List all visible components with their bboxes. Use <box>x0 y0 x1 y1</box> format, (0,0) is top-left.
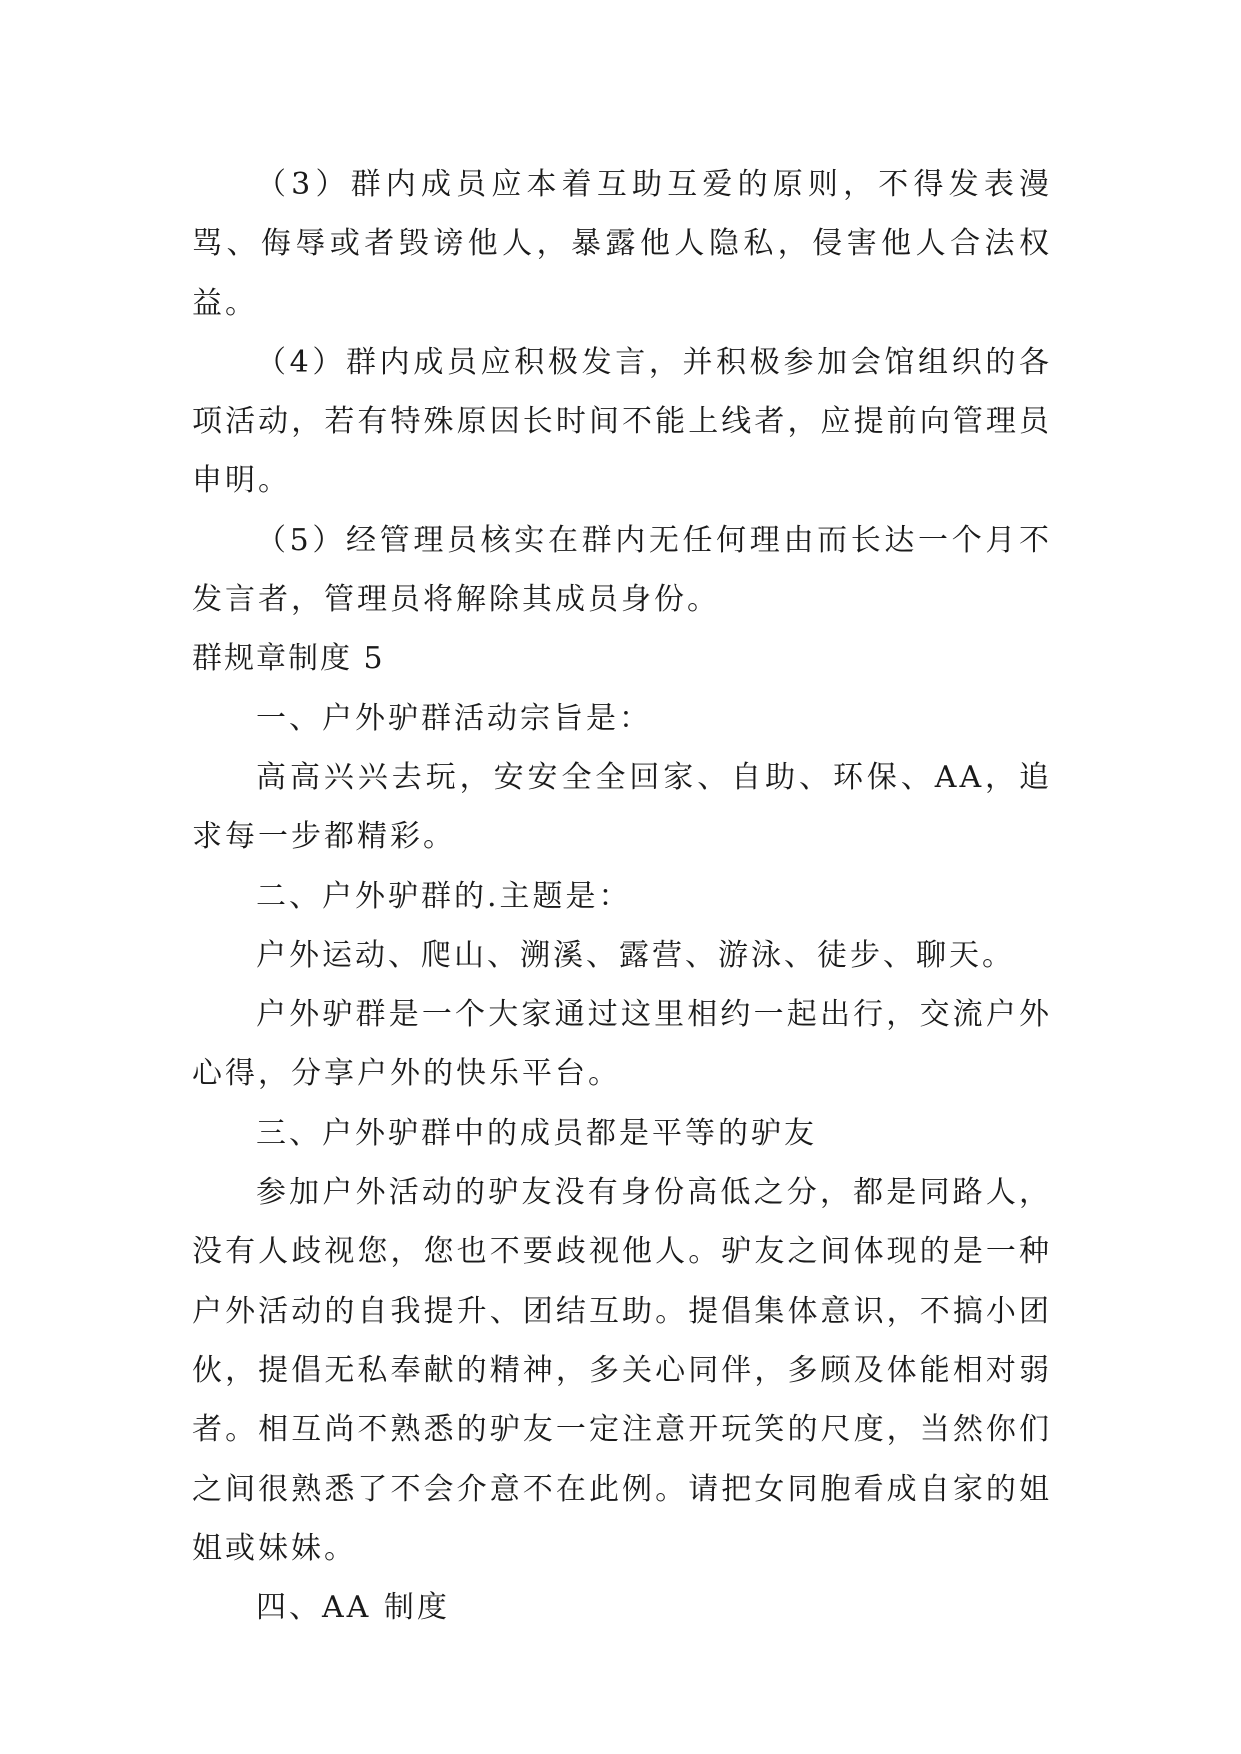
paragraph-aa-heading: 四、AA 制度 <box>256 1590 450 1626</box>
paragraph-theme-list: 户外运动、爬山、溯溪、露营、游泳、徒步、聊天。 <box>256 937 1015 973</box>
paragraph-rule-4: （4）群内成员应积极发言，并积极参加会馆组织的各项活动，若有特殊原因长时间不能上线者，应提前向管理员申明。 <box>192 344 1052 499</box>
paragraph-rule-5: （5）经管理员核实在群内无任何理由而长达一个月不发言者，管理员将解除其成员身份。 <box>192 522 1052 618</box>
paragraph-equality-text: 参加户外活动的驴友没有身份高低之分，都是同路人，没有人歧视您，您也不要歧视他人。驴友之间体现的是一种户外活动的自我提升、团结互助。提倡集体意识，不搞小团伙，提倡无私奉献的精神，多关心同伴，多顾及体能相对弱者。相互尚不熟悉的驴友一定注意开玩笑的尺度，当然你们之间很熟悉了不会介意不在此例。请把女同胞看成自家的姐姐或妹妹。 <box>192 1175 1052 1566</box>
paragraph-theme-heading: 二、户外驴群的.主题是： <box>256 878 632 914</box>
paragraph-rule-3: （3）群内成员应本着互助互爱的原则，不得发表漫骂、侮辱或者毁谤他人，暴露他人隐私，侵害他人合法权益。 <box>192 167 1052 321</box>
section-heading: 群规章制度 5 <box>192 641 385 677</box>
paragraph-purpose-heading: 一、户外驴群活动宗旨是： <box>256 700 652 736</box>
document-body <box>192 155 1052 1637</box>
paragraph-purpose-text: 高高兴兴去玩，安安全全回家、自助、环保、AA，追求每一步都精彩。 <box>192 759 1052 855</box>
paragraph-theme-desc: 户外驴群是一个大家通过这里相约一起出行，交流户外心得，分享户外的快乐平台。 <box>192 997 1052 1092</box>
paragraph-equality-heading: 三、户外驴群中的成员都是平等的驴友 <box>256 1115 817 1151</box>
